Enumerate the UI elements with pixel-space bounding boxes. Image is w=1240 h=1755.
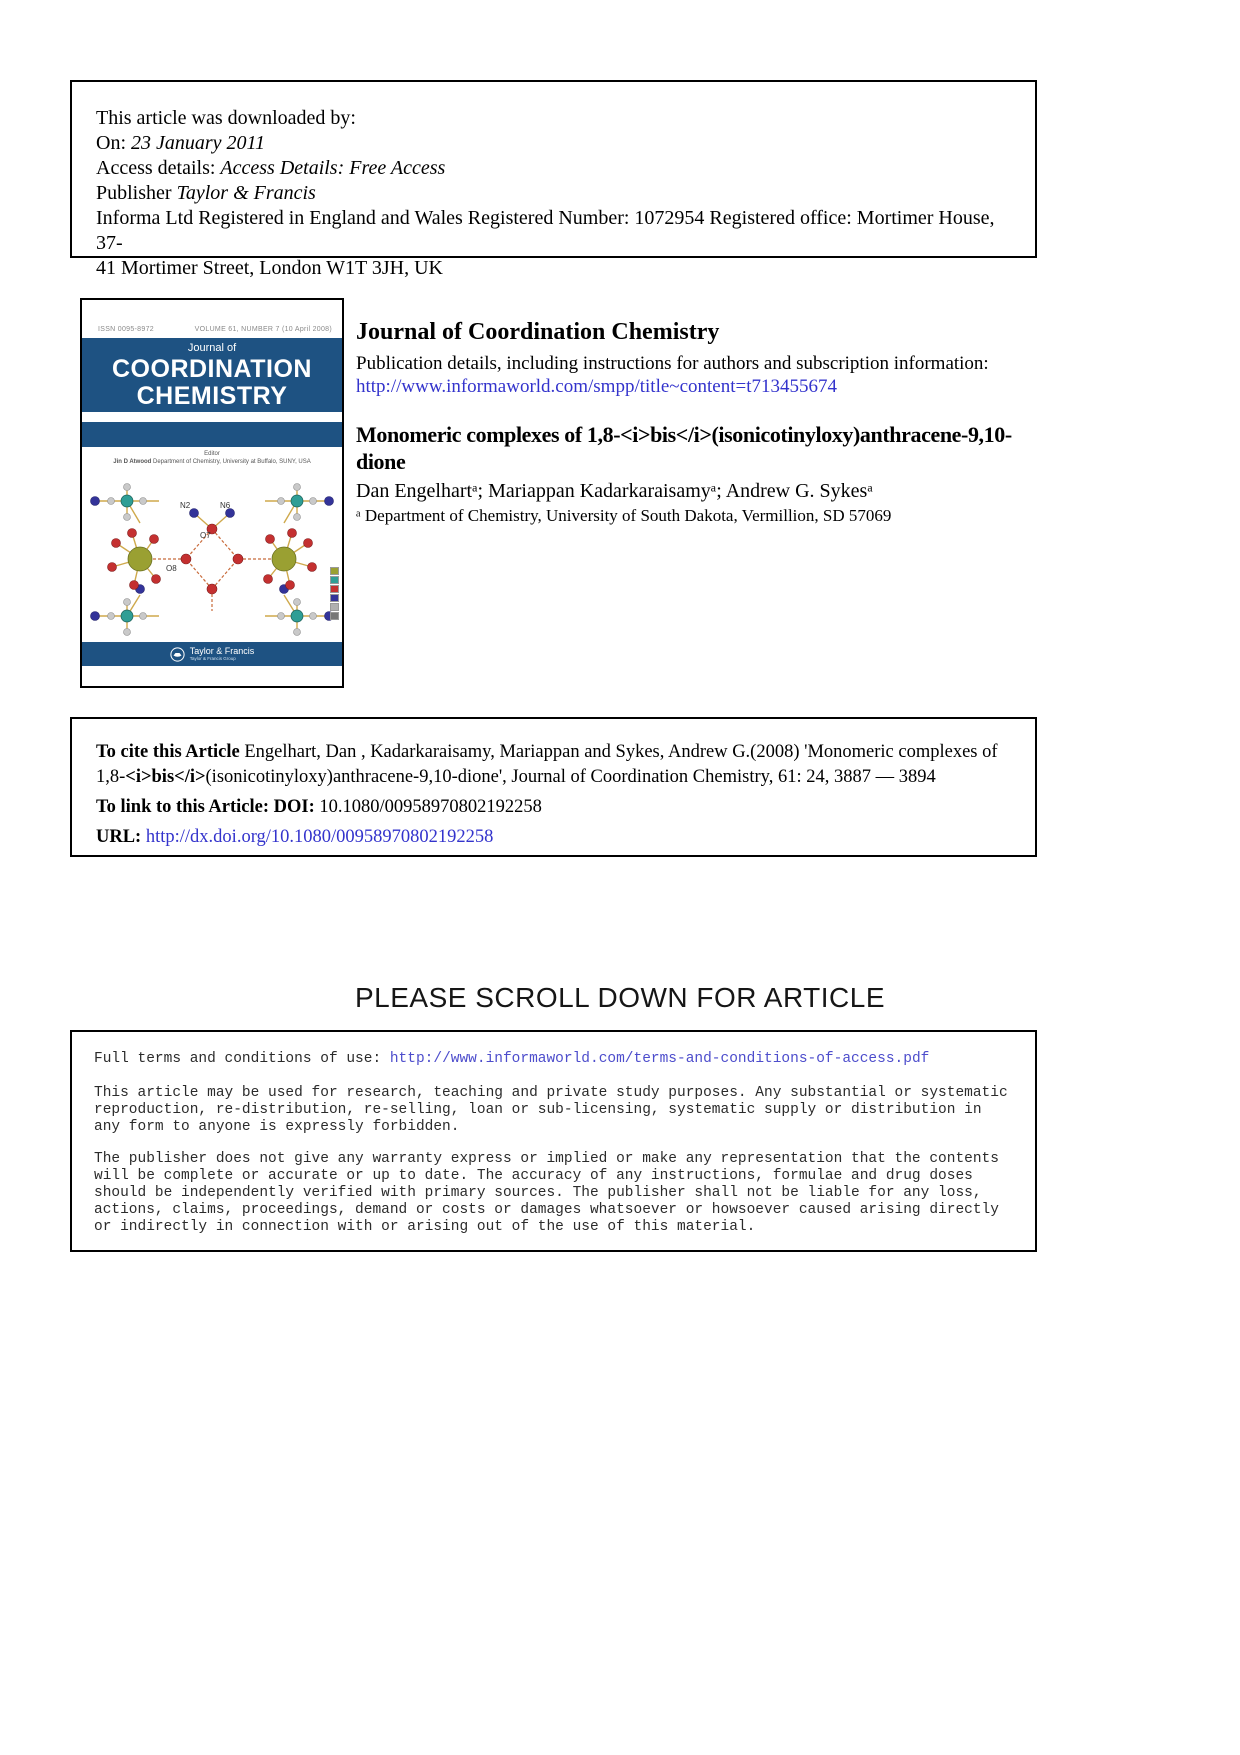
terms-box xyxy=(70,1030,1037,1252)
doi-url-link[interactable]: http://dx.doi.org/10.1080/00958970802192258 xyxy=(145,827,494,847)
publication-details: Publication details, including instructions for authors and subscription information: xyxy=(356,353,989,374)
url-line: URL: http://dx.doi.org/10.1080/00958970802192258 xyxy=(96,827,494,847)
cover-masthead-line2: CHEMISTRY xyxy=(136,382,288,410)
article-authors: Dan Engelhartᵃ; Mariappan Kadarkaraisamyᵃ; Andrew G. Sykesᵃ xyxy=(356,480,873,502)
citation-box xyxy=(70,717,1037,857)
atom-label-o8: O8 xyxy=(166,564,177,573)
cover-masthead xyxy=(82,338,342,412)
full-terms-line: Full terms and conditions of use: http://www.informaworld.com/terms-and-conditions-of-access.pdf xyxy=(94,1051,930,1067)
cover-issn: ISSN 0095-8972 xyxy=(98,326,154,333)
atom-label-o7: O7 xyxy=(200,531,211,540)
cover-editor-name: Jin D Atwood Department of Chemistry, University at Buffalo, SUNY, USA xyxy=(113,459,311,465)
taylor-francis-logo-text: Taylor & Francis Taylor & Francis Group xyxy=(189,645,255,661)
cover-editor-line xyxy=(82,447,342,471)
journal-title: Journal of Coordination Chemistry xyxy=(356,319,720,345)
downloaded-by-line: This article was downloaded by: xyxy=(96,107,356,129)
atom-color-legend xyxy=(330,567,339,620)
atom-label-n2: N2 xyxy=(180,501,191,510)
terms-paragraph-2: The publisher does not give any warranty express or implied or make any representation that the contents will be complete or accurate or up to date. The accuracy of any instructions, formulae and drug doses should be independently verified with primary sources. The publisher shall not be liable for any loss, actions, claims, proceedings, demand or costs or damages whatsoever or howsoever caused arising directly or indirectly in connection with or arising out of the use of this material. xyxy=(94,1151,999,1235)
cover-editor-label: Editor xyxy=(204,451,220,457)
cover-masthead-kicker: Journal of xyxy=(187,342,237,354)
cover-molecule-figure xyxy=(82,471,342,642)
cite-line: To cite this Article Engelhart, Dan , Kadarkaraisamy, Mariappan and Sykes, Andrew G.(2008) 'Monomeric complexes of 1,8-<i>bis</i>(isonicotinyloxy)anthracene-9,10-dione', Journal of Coordination Chemistry, 61: 24, 3887 — 3894 xyxy=(96,742,998,787)
cover-volume: VOLUME 61, NUMBER 7 (10 April 2008) xyxy=(194,326,332,333)
journal-url-link[interactable]: http://www.informaworld.com/smpp/title~content=t713455674 xyxy=(356,376,837,397)
atom-label-n6: N6 xyxy=(220,501,231,510)
journal-header xyxy=(356,318,1056,526)
publisher-line: Publisher Taylor & Francis xyxy=(96,182,316,204)
taylor-francis-logo xyxy=(82,642,342,666)
download-date-line: On: 23 January 2011 xyxy=(96,132,266,154)
informa-address-line: 41 Mortimer Street, London W1T 3JH, UK xyxy=(96,257,444,279)
download-info-box xyxy=(70,80,1037,279)
access-details-line: Access details: Access Details: Free Access xyxy=(96,157,446,179)
terms-url-link[interactable]: http://www.informaworld.com/terms-and-conditions-of-access.pdf xyxy=(389,1051,930,1067)
taylor-francis-logo-icon xyxy=(170,647,185,662)
molecule-structure-drawing xyxy=(82,471,342,642)
cover-top-strip xyxy=(82,300,342,338)
cover-masthead-line1: COORDINATION xyxy=(112,355,312,383)
journal-cover xyxy=(80,298,344,688)
informa-registration-line: Informa Ltd Registered in England and Wales Registered Number: 1072954 Registered office: Mortimer House, 37- xyxy=(96,207,995,254)
cover-divider-gap xyxy=(82,412,342,422)
article-affiliation: ᵃ Department of Chemistry, University of South Dakota, Vermillion, SD 57069 xyxy=(356,506,892,525)
article-title: Monomeric complexes of 1,8-<i>bis</i>(isonicotinyloxy)anthracene-9,10- dione xyxy=(356,422,1012,474)
doi-line: To link to this Article: DOI: 10.1080/00958970802192258 xyxy=(96,797,542,817)
scroll-down-notice: PLEASE SCROLL DOWN FOR ARTICLE xyxy=(354,982,886,1013)
cover-navy-strip xyxy=(82,422,342,447)
terms-paragraph-1: This article may be used for research, teaching and private study purposes. Any substantial or systematic reproduction, re-distribution, re-selling, loan or sub-licensing, systematic supply or distribution in any form to anyone is expressly forbidden. xyxy=(94,1085,1008,1135)
